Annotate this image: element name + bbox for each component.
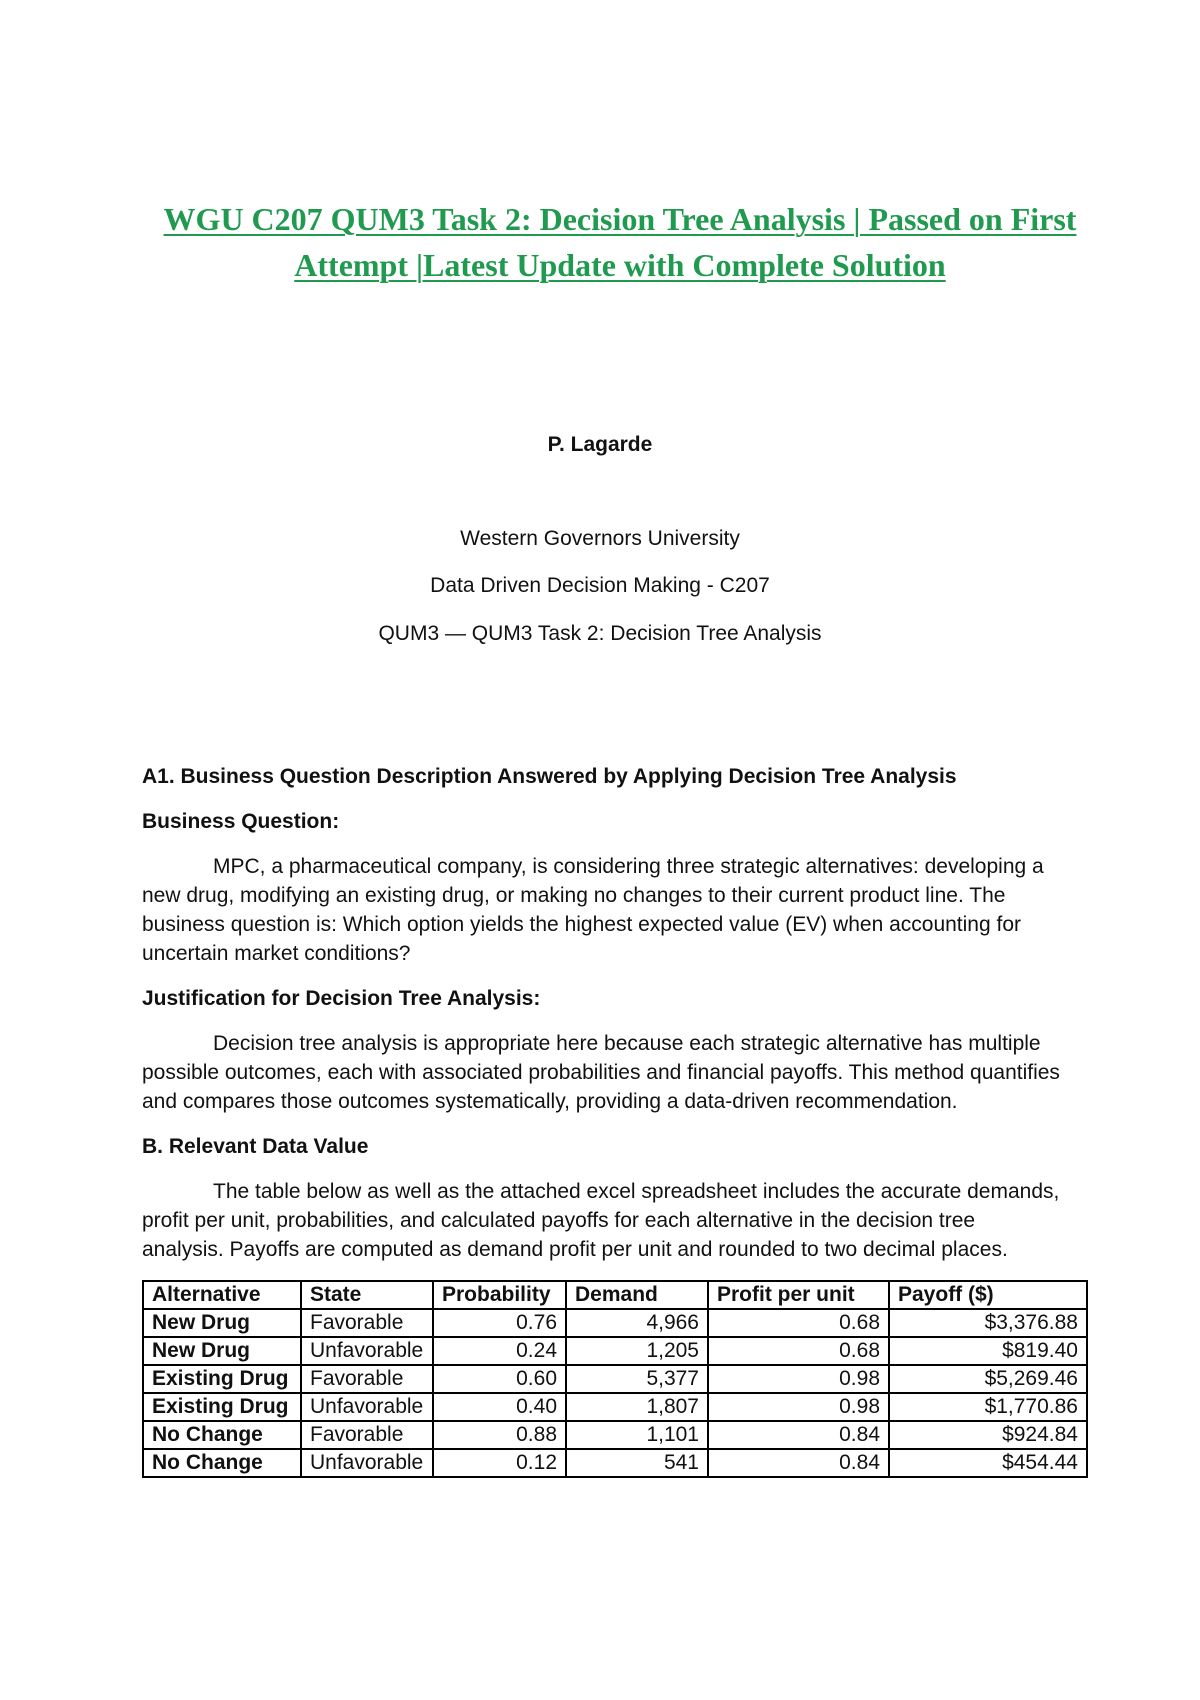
column-header: Probability	[433, 1281, 566, 1309]
cell-profit-per-unit: 0.84	[708, 1421, 889, 1449]
table-row	[143, 1365, 1087, 1393]
data-table	[142, 1280, 1088, 1478]
cell-payoff: $454.44	[889, 1449, 1087, 1477]
cell-probability: 0.88	[433, 1421, 566, 1449]
section-heading-b: B. Relevant Data Value	[142, 1135, 369, 1158]
cell-probability: 0.12	[433, 1449, 566, 1477]
cell-payoff: $819.40	[889, 1337, 1087, 1365]
assignment-name: QUM3 — QUM3 Task 2: Decision Tree Analysis	[378, 622, 822, 645]
table-header-row	[143, 1281, 1087, 1309]
column-header: Demand	[566, 1281, 708, 1309]
cell-alternative: Existing Drug	[143, 1365, 301, 1393]
column-header: State	[301, 1281, 433, 1309]
cell-profit-per-unit: 0.68	[708, 1309, 889, 1337]
cell-payoff: $5,269.46	[889, 1365, 1087, 1393]
business-question-heading: Business Question:	[142, 810, 340, 833]
justification-heading: Justification for Decision Tree Analysis:	[142, 987, 541, 1010]
table-row	[143, 1421, 1087, 1449]
column-header: Payoff ($)	[889, 1281, 1087, 1309]
business-question-paragraph: MPC, a pharmaceutical company, is considering three strategic alternatives: developing a new drug, modifying an existing drug, or making no changes to their current product line. The business question is: Which option yields the highest expected value (EV) when accounting for uncertain market conditions?	[142, 855, 1044, 965]
relevant-data-paragraph: The table below as well as the attached excel spreadsheet includes the accurate demands, profit per unit, probabilities, and calculated payoffs for each alternative in the decision tree analysis. Payoffs are computed as demand profit per unit and rounded to two decimal places.	[142, 1180, 1060, 1261]
cell-payoff: $3,376.88	[889, 1309, 1087, 1337]
cell-state: Favorable	[301, 1309, 433, 1337]
cell-demand: 1,101	[566, 1421, 708, 1449]
cell-state: Unfavorable	[301, 1393, 433, 1421]
cell-profit-per-unit: 0.98	[708, 1365, 889, 1393]
cell-profit-per-unit: 0.68	[708, 1337, 889, 1365]
cell-probability: 0.24	[433, 1337, 566, 1365]
column-header: Alternative	[143, 1281, 301, 1309]
institution: Western Governors University	[460, 527, 740, 550]
cell-alternative: Existing Drug	[143, 1393, 301, 1421]
author-name: P. Lagarde	[547, 433, 653, 456]
cell-state: Unfavorable	[301, 1337, 433, 1365]
section-heading-a1: A1. Business Question Description Answered by Applying Decision Tree Analysis	[142, 765, 957, 788]
table-row	[143, 1337, 1087, 1365]
column-header: Profit per unit	[708, 1281, 889, 1309]
cell-alternative: New Drug	[143, 1337, 301, 1365]
cell-state: Favorable	[301, 1365, 433, 1393]
cell-alternative: New Drug	[143, 1309, 301, 1337]
table-row	[143, 1449, 1087, 1477]
cell-profit-per-unit: 0.98	[708, 1393, 889, 1421]
document-body	[142, 762, 1078, 1478]
table-row	[143, 1309, 1087, 1337]
cell-payoff: $1,770.86	[889, 1393, 1087, 1421]
cell-probability: 0.60	[433, 1365, 566, 1393]
document-title: WGU C207 QUM3 Task 2: Decision Tree Analysis | Passed on First Attempt |Latest Update with Complete Solution	[163, 201, 1077, 283]
cell-probability: 0.40	[433, 1393, 566, 1421]
cell-demand: 1,807	[566, 1393, 708, 1421]
cell-demand: 541	[566, 1449, 708, 1477]
cell-demand: 4,966	[566, 1309, 708, 1337]
cell-alternative: No Change	[143, 1449, 301, 1477]
cell-state: Favorable	[301, 1421, 433, 1449]
course-name: Data Driven Decision Making - C207	[430, 574, 770, 597]
justification-paragraph: Decision tree analysis is appropriate here because each strategic alternative has multiple possible outcomes, each with associated probabilities and financial payoffs. This method quantifies and compares those outcomes systematically, providing a data-driven recommendation.	[142, 1032, 1060, 1113]
cell-alternative: No Change	[143, 1421, 301, 1449]
cell-profit-per-unit: 0.84	[708, 1449, 889, 1477]
cell-state: Unfavorable	[301, 1449, 433, 1477]
cell-probability: 0.76	[433, 1309, 566, 1337]
table-row	[143, 1393, 1087, 1421]
cell-payoff: $924.84	[889, 1421, 1087, 1449]
cell-demand: 5,377	[566, 1365, 708, 1393]
cell-demand: 1,205	[566, 1337, 708, 1365]
